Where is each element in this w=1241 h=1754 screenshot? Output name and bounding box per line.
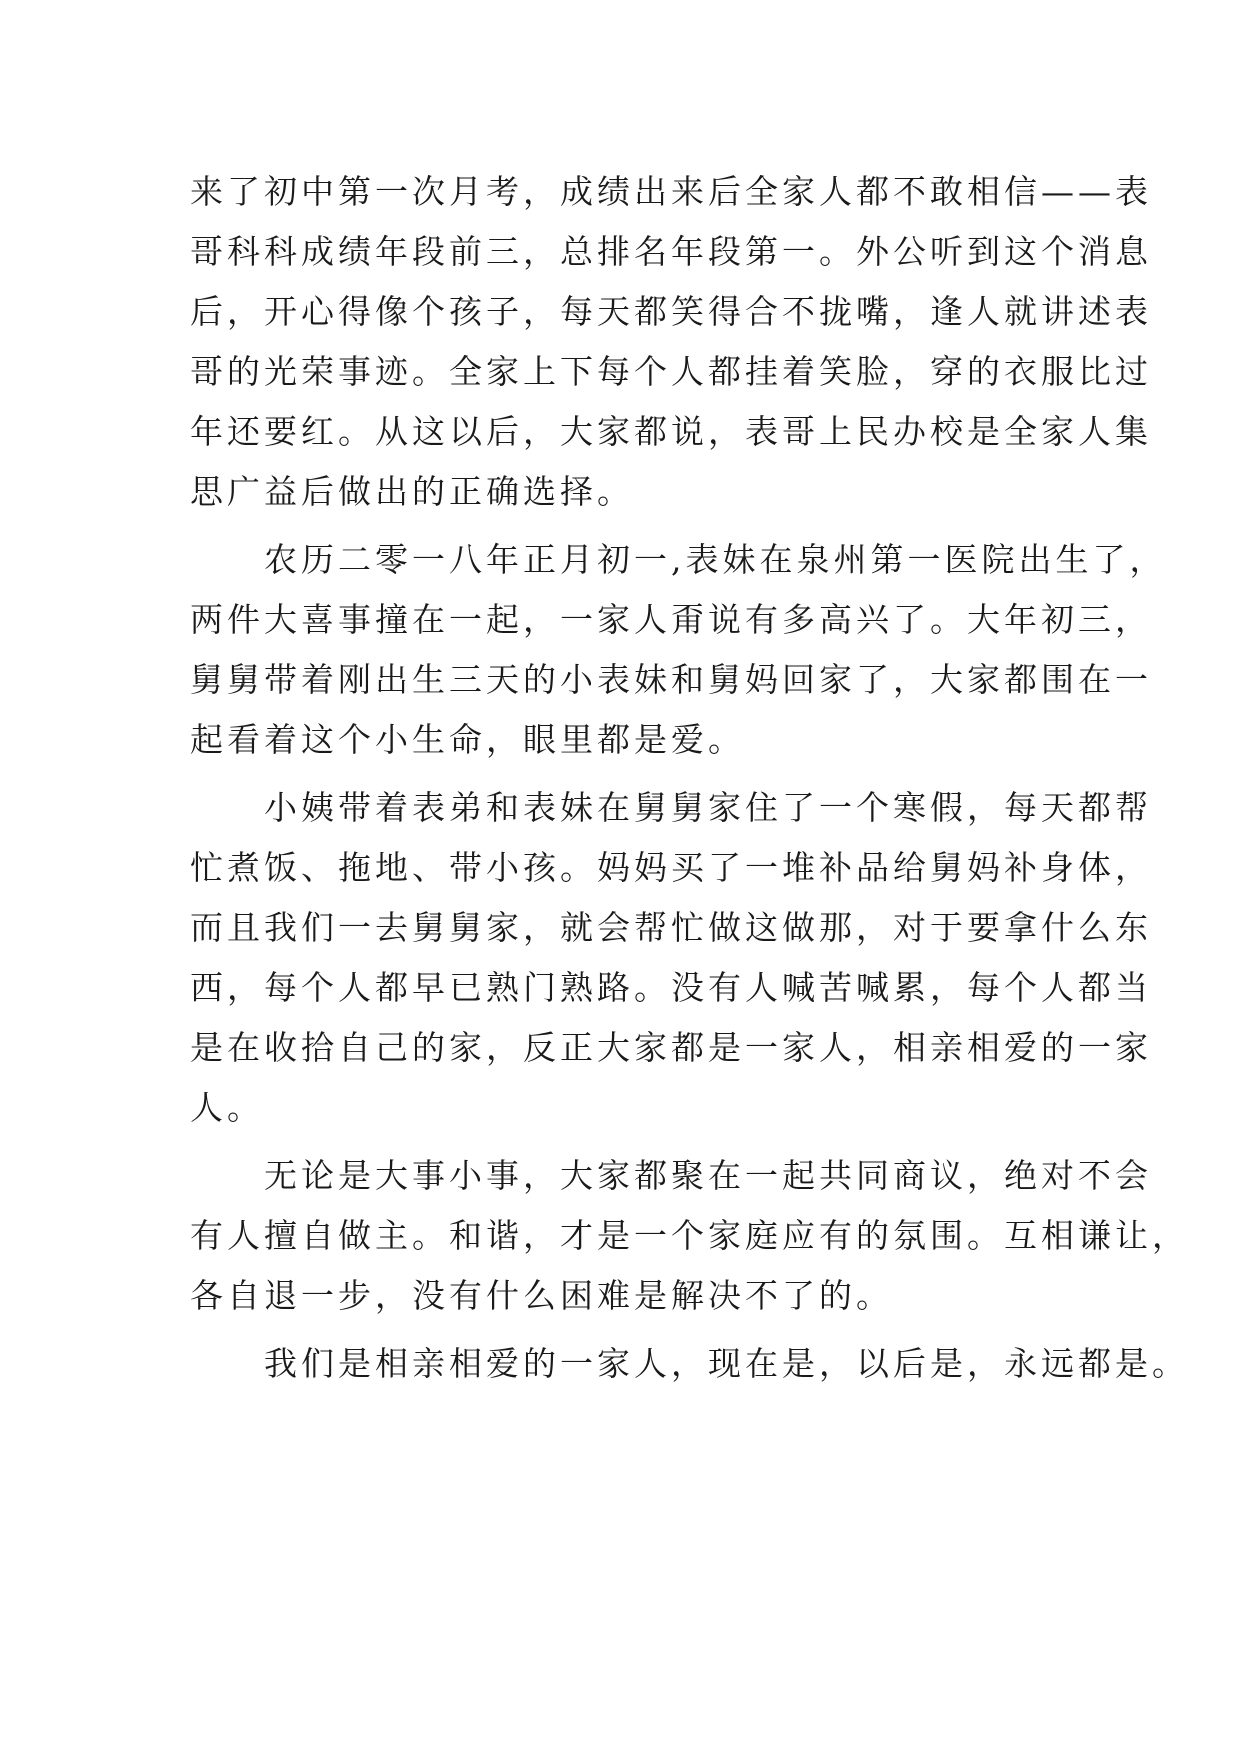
- paragraph-gap: [190, 1326, 1046, 1334]
- text-line: 农历二零一八年正月初一,表妹在泉州第一医院出生了，: [190, 540, 1167, 579]
- paragraph-gap: [190, 522, 1046, 530]
- paragraph-5: [190, 1334, 1189, 1394]
- text-line: 是在收拾自己的家，反正大家都是一家人，相亲相爱的一家: [190, 1028, 1152, 1067]
- paragraph-3: [190, 778, 1152, 1138]
- text-line: 我们是相亲相爱的一家人，现在是，以后是，永远都是。: [190, 1344, 1189, 1383]
- text-line: 人。: [190, 1088, 264, 1127]
- text-line: 而且我们一去舅舅家，就会帮忙做这做那，对于要拿什么东: [190, 908, 1152, 947]
- paragraph-2: [190, 530, 1167, 770]
- text-line: 小姨带着表弟和表妹在舅舅家住了一个寒假，每天都帮: [190, 788, 1152, 827]
- text-line: 来了初中第一次月考，成绩出来后全家人都不敢相信——表: [190, 172, 1152, 211]
- text-line: 无论是大事小事，大家都聚在一起共同商议，绝对不会: [190, 1156, 1152, 1195]
- text-line: 哥的光荣事迹。全家上下每个人都挂着笑脸，穿的衣服比过: [190, 352, 1152, 391]
- text-line: 年还要红。从这以后，大家都说，表哥上民办校是全家人集: [190, 412, 1152, 451]
- text-line: 有人擅自做主。和谐，才是一个家庭应有的氛围。互相谦让，: [190, 1216, 1189, 1255]
- text-line: 思广益后做出的正确选择。: [190, 472, 634, 511]
- text-line: 各自退一步，没有什么困难是解决不了的。: [190, 1276, 893, 1315]
- paragraph-gap: [190, 1138, 1046, 1146]
- paragraph-4: [190, 1146, 1189, 1326]
- paragraph-gap: [190, 770, 1046, 778]
- text-line: 两件大喜事撞在一起，一家人甭说有多高兴了。大年初三，: [190, 600, 1152, 639]
- text-line: 西，每个人都早已熟门熟路。没有人喊苦喊累，每个人都当: [190, 968, 1152, 1007]
- paragraph-1: [190, 162, 1152, 522]
- text-line: 起看着这个小生命，眼里都是爱。: [190, 720, 745, 759]
- text-line: 后，开心得像个孩子，每天都笑得合不拢嘴，逢人就讲述表: [190, 292, 1152, 331]
- text-line: 舅舅带着刚出生三天的小表妹和舅妈回家了，大家都围在一: [190, 660, 1152, 699]
- document-body: [190, 162, 1189, 1394]
- text-line: 哥科科成绩年段前三，总排名年段第一。外公听到这个消息: [190, 232, 1152, 271]
- text-line: 忙煮饭、拖地、带小孩。妈妈买了一堆补品给舅妈补身体，: [190, 848, 1152, 887]
